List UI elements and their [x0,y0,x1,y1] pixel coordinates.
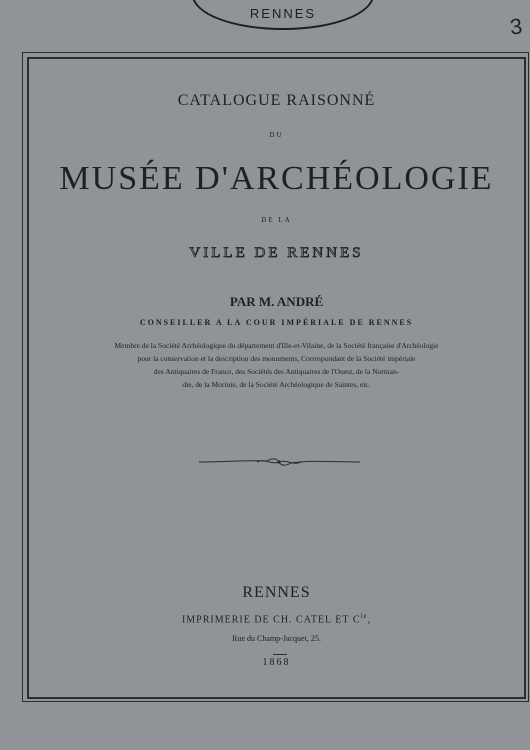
printer-name: IMPRIMERIE DE CH. CATEL ET C [181,614,361,626]
imprint-printer [27,612,526,625]
year-rule [273,654,287,655]
printer-punctuation: , [367,614,372,626]
title-ville: VILLE DE RENNES [189,245,364,261]
library-stamp [192,0,374,30]
imprint-city: RENNES [242,584,311,601]
stamp-text: RENNES [249,6,317,21]
title-main: MUSÉE D'ARCHÉOLOGIE [59,160,494,197]
membership-line: Membre de la Société Archéologique du département d'Ille-et-Vilaine, de la Société française d'Archéologie [114,341,439,350]
title-catalogue: CATALOGUE RAISONNÉ [177,92,376,109]
author-memberships [27,339,526,391]
ornament-divider [197,456,362,468]
membership-line: pour la conservation et la description des monuments, Correspondant de la Société impériale [137,354,416,363]
printer-superscript: ie [360,612,368,620]
membership-line: die, de la Morinie, de la Société Archéologique de Saintes, etc. [182,380,371,389]
title-du: DU [269,131,284,139]
imprint-address: Rue du Champ-Jacquet, 25. [232,634,321,643]
title-de-la: DE LA [261,216,292,224]
membership-line: des Antiquaires de France, des Sociétés des Antiquaires de l'Ouest, de la Norman- [153,367,400,376]
shelf-mark: 3 [508,13,524,40]
imprint-year: 1868 [262,657,291,668]
author-position: CONSEILLER A LA COUR IMPÉRIALE DE RENNES [139,318,414,327]
author-name: PAR M. ANDRÉ [229,294,324,309]
title-page [27,57,526,695]
